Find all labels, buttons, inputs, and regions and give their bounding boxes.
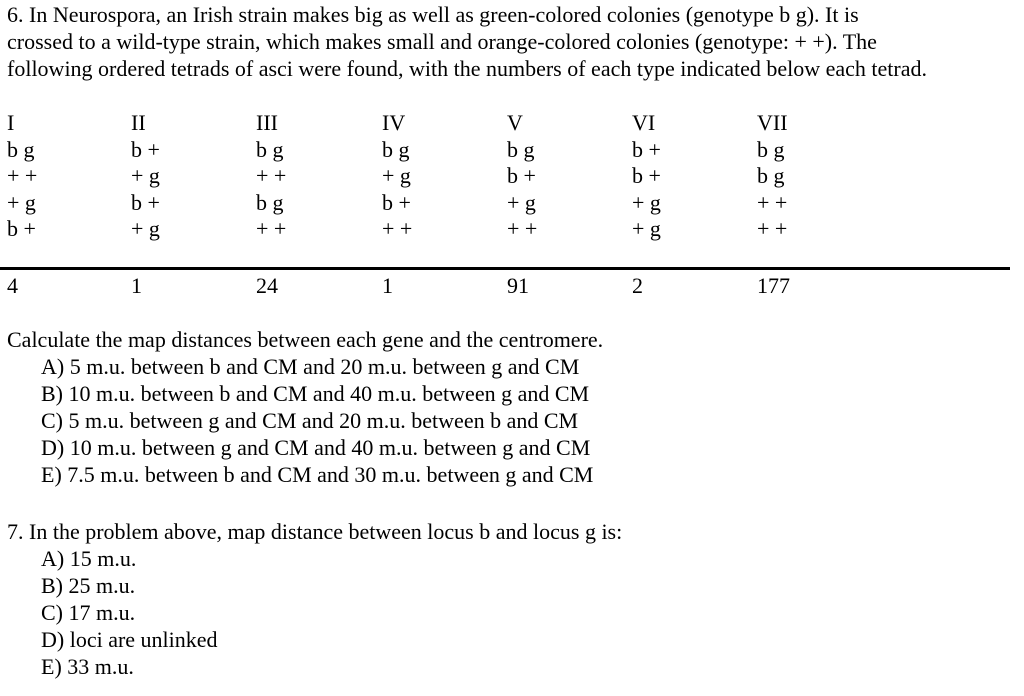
answer-option-e[interactable]: E) 7.5 m.u. between b and CM and 30 m.u. between g and CM (41, 462, 594, 487)
tetrad-table (0, 110, 1010, 302)
tetrad-spore: + g (382, 163, 411, 188)
question-6-text (7, 1, 1017, 82)
question-6-options (41, 353, 593, 488)
tetrad-spore: + + (256, 163, 287, 188)
tetrad-spore: b g (256, 190, 284, 215)
tetrad-count: 1 (131, 273, 142, 298)
tetrad-spore: b + (632, 163, 661, 188)
tetrad-spore: + g (131, 216, 160, 241)
tetrad-spore: + + (757, 190, 788, 215)
tetrad-count: 2 (632, 273, 643, 298)
tetrad-count: 4 (7, 273, 18, 298)
tetrad-spore: + g (131, 163, 160, 188)
tetrad-spore: b + (632, 137, 661, 162)
tetrad-label: VI (632, 110, 656, 135)
tetrad-label: V (507, 110, 523, 135)
tetrad-count: 1 (382, 273, 393, 298)
tetrad-spore: b g (757, 163, 785, 188)
question-7-prompt: 7. In the problem above, map distance between locus b and locus g is: (7, 519, 623, 544)
tetrad-spore: b g (507, 137, 535, 162)
tetrad-spore: + g (632, 216, 661, 241)
question-6-line-2: crossed to a wild-type strain, which makes small and orange-colored colonies (genotype: + +). The (7, 29, 877, 54)
tetrad-spore: + + (757, 216, 788, 241)
tetrad-label: IV (382, 110, 406, 135)
answer-option-a[interactable]: A) 15 m.u. (41, 546, 137, 571)
tetrad-spore: + + (507, 216, 538, 241)
question-7-options (41, 545, 218, 680)
answer-option-b[interactable]: B) 25 m.u. (41, 573, 136, 598)
answer-option-c[interactable]: C) 5 m.u. between g and CM and 20 m.u. between b and CM (41, 408, 579, 433)
tetrad-spore: b g (7, 137, 35, 162)
question-6-prompt: Calculate the map distances between each gene and the centromere. (7, 327, 604, 352)
answer-option-c[interactable]: C) 17 m.u. (41, 600, 136, 625)
tetrad-spore: b g (757, 137, 785, 162)
answer-option-d[interactable]: D) loci are unlinked (41, 627, 218, 652)
answer-option-a[interactable]: A) 5 m.u. between b and CM and 20 m.u. between g and CM (41, 354, 580, 379)
tetrad-spore: + + (256, 216, 287, 241)
tetrad-spore: b + (7, 216, 36, 241)
tetrad-count: 24 (256, 273, 278, 298)
answer-option-e[interactable]: E) 33 m.u. (41, 654, 134, 679)
tetrad-label: II (131, 110, 146, 135)
tetrad-count: 177 (757, 273, 790, 298)
question-6-line-3: following ordered tetrads of asci were found, with the numbers of each type indicated below each tetrad. (7, 56, 927, 81)
answer-option-d[interactable]: D) 10 m.u. between g and CM and 40 m.u. between g and CM (41, 435, 591, 460)
tetrad-label: VII (757, 110, 788, 135)
tetrad-spore: b + (131, 137, 160, 162)
tetrad-spore: b g (382, 137, 410, 162)
tetrad-count: 91 (507, 273, 529, 298)
tetrad-spore: b + (382, 190, 411, 215)
answer-option-b[interactable]: B) 10 m.u. between b and CM and 40 m.u. between g and CM (41, 381, 590, 406)
tetrad-spore: b + (131, 190, 160, 215)
tetrad-spore: b + (507, 163, 536, 188)
tetrad-spore: + g (632, 190, 661, 215)
tetrad-spore: + g (7, 190, 36, 215)
tetrad-label: I (7, 110, 15, 135)
question-6-line-1: 6. In Neurospora, an Irish strain makes big as well as green-colored colonies (genotype b g). It is (7, 2, 859, 27)
tetrad-spore: + + (382, 216, 413, 241)
tetrad-spore: + + (7, 163, 38, 188)
tetrad-spore: b g (256, 137, 284, 162)
tetrad-spore: + g (507, 190, 536, 215)
table-divider-line (0, 267, 1010, 270)
tetrad-label: III (256, 110, 278, 135)
